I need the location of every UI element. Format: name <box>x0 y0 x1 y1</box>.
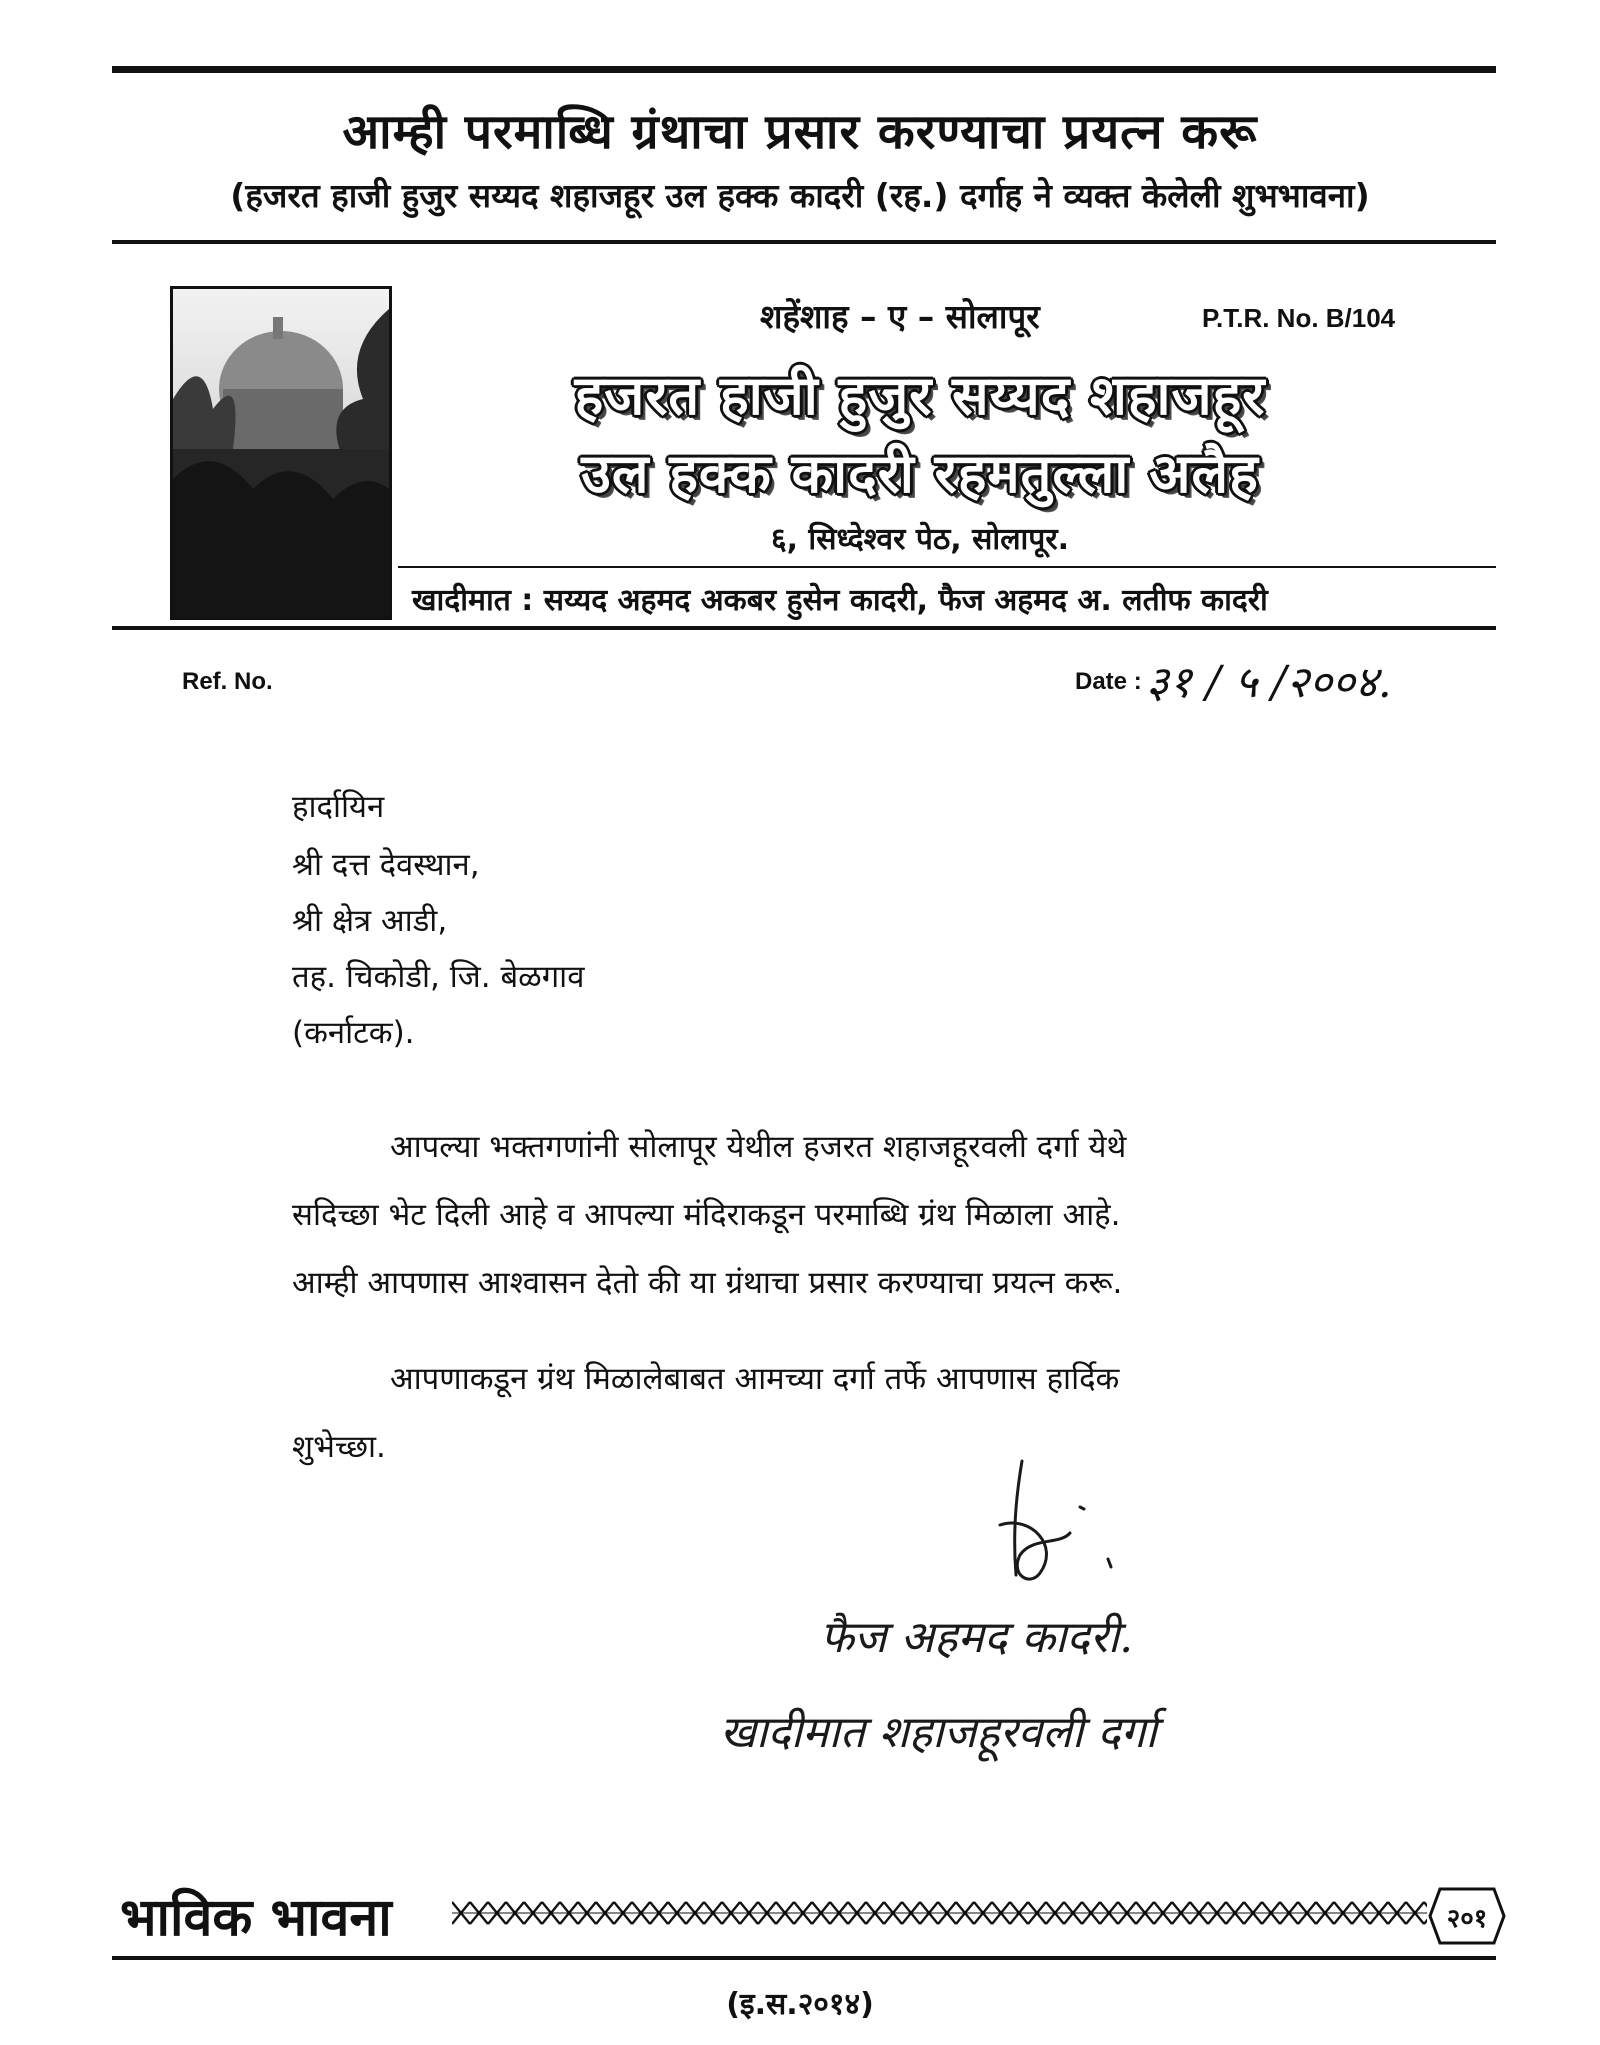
signature-name: फैज अहमद कादरी. <box>820 1612 1134 1663</box>
ref-label: Ref. No. <box>182 668 273 695</box>
signature-scrawl <box>960 1455 1150 1605</box>
dargah-name-line2: उल हक्क कादरी रहमतुल्ला अलैह <box>581 442 1259 505</box>
recipient-line: हार्दायिन <box>292 789 385 825</box>
page-number: २०१ <box>1446 1904 1488 1934</box>
signature-designation: खादीमात शहाजहूरवली दर्गा <box>720 1707 1157 1758</box>
recipient-line: तह. चिकोडी, जि. बेळगाव <box>292 959 585 995</box>
recipient-line: (कर्नाटक). <box>292 1015 415 1051</box>
dargah-address: ६, सिध्देश्वर पेठ, सोलापूर. <box>770 522 1070 557</box>
body-line: सदिच्छा भेट दिली आहे व आपल्या मंदिराकडून परमाब्धि ग्रंथ मिळाला आहे. <box>292 1197 1121 1233</box>
dargah-dome-image <box>173 289 389 617</box>
top-rule <box>112 66 1496 73</box>
page-subheading: (हजरत हाजी हुजुर सय्यद शहाजहूर उल हक्क कादरी (रह.) दर्गाह ने व्यक्त केलेली शुभभावना) <box>230 176 1370 215</box>
body-line: आपल्या भक्तगणांनी सोलापूर येथील हजरत शहाजहूरवली दर्गा येथे <box>390 1129 1127 1165</box>
body-line: आम्ही आपणास आश्वासन देतो की या ग्रंथाचा प्रसार करण्याचा प्रयत्न करू. <box>292 1265 1123 1301</box>
decorative-chain-border <box>452 1898 1427 1928</box>
letterhead-tagline: शहेंशाह – ए – सोलापूर <box>760 297 1040 336</box>
footer-title: भाविक भावना <box>120 1888 392 1948</box>
handwritten-date: ३१ / ५ /२००४. <box>1146 657 1392 708</box>
body-line: आपणाकडून ग्रंथ मिळालेबाबत आमच्या दर्गा तर्फे आपणास हार्दिक <box>390 1361 1120 1397</box>
letterhead-divider <box>398 566 1496 568</box>
footer-rule <box>112 1956 1496 1960</box>
dargah-photo <box>170 286 392 620</box>
header-rule <box>112 240 1496 244</box>
letterhead-bottom-rule <box>112 626 1496 630</box>
recipient-line: श्री दत्त देवस्थान, <box>292 847 480 883</box>
ptr-number: P.T.R. No. B/104 <box>1202 303 1396 333</box>
page-number-badge <box>1428 1887 1506 1945</box>
footer-year: (इ.स.२०१४) <box>726 1987 874 2022</box>
recipient-line: श्री क्षेत्र आडी, <box>292 903 448 939</box>
date-label: Date : <box>1075 668 1142 695</box>
dargah-name-line1: हजरत हाजी हुजुर सय्यद शहाजहूर <box>574 364 1266 427</box>
page-heading: आम्ही परमाब्धि ग्रंथाचा प्रसार करण्याचा प्रयत्न करू <box>342 104 1258 160</box>
body-line: शुभेच्छा. <box>292 1429 386 1465</box>
khadimat-line: खादीमात : सय्यद अहमद अकबर हुसेन कादरी, फैज अहमद अ. लतीफ कादरी <box>412 583 1268 618</box>
